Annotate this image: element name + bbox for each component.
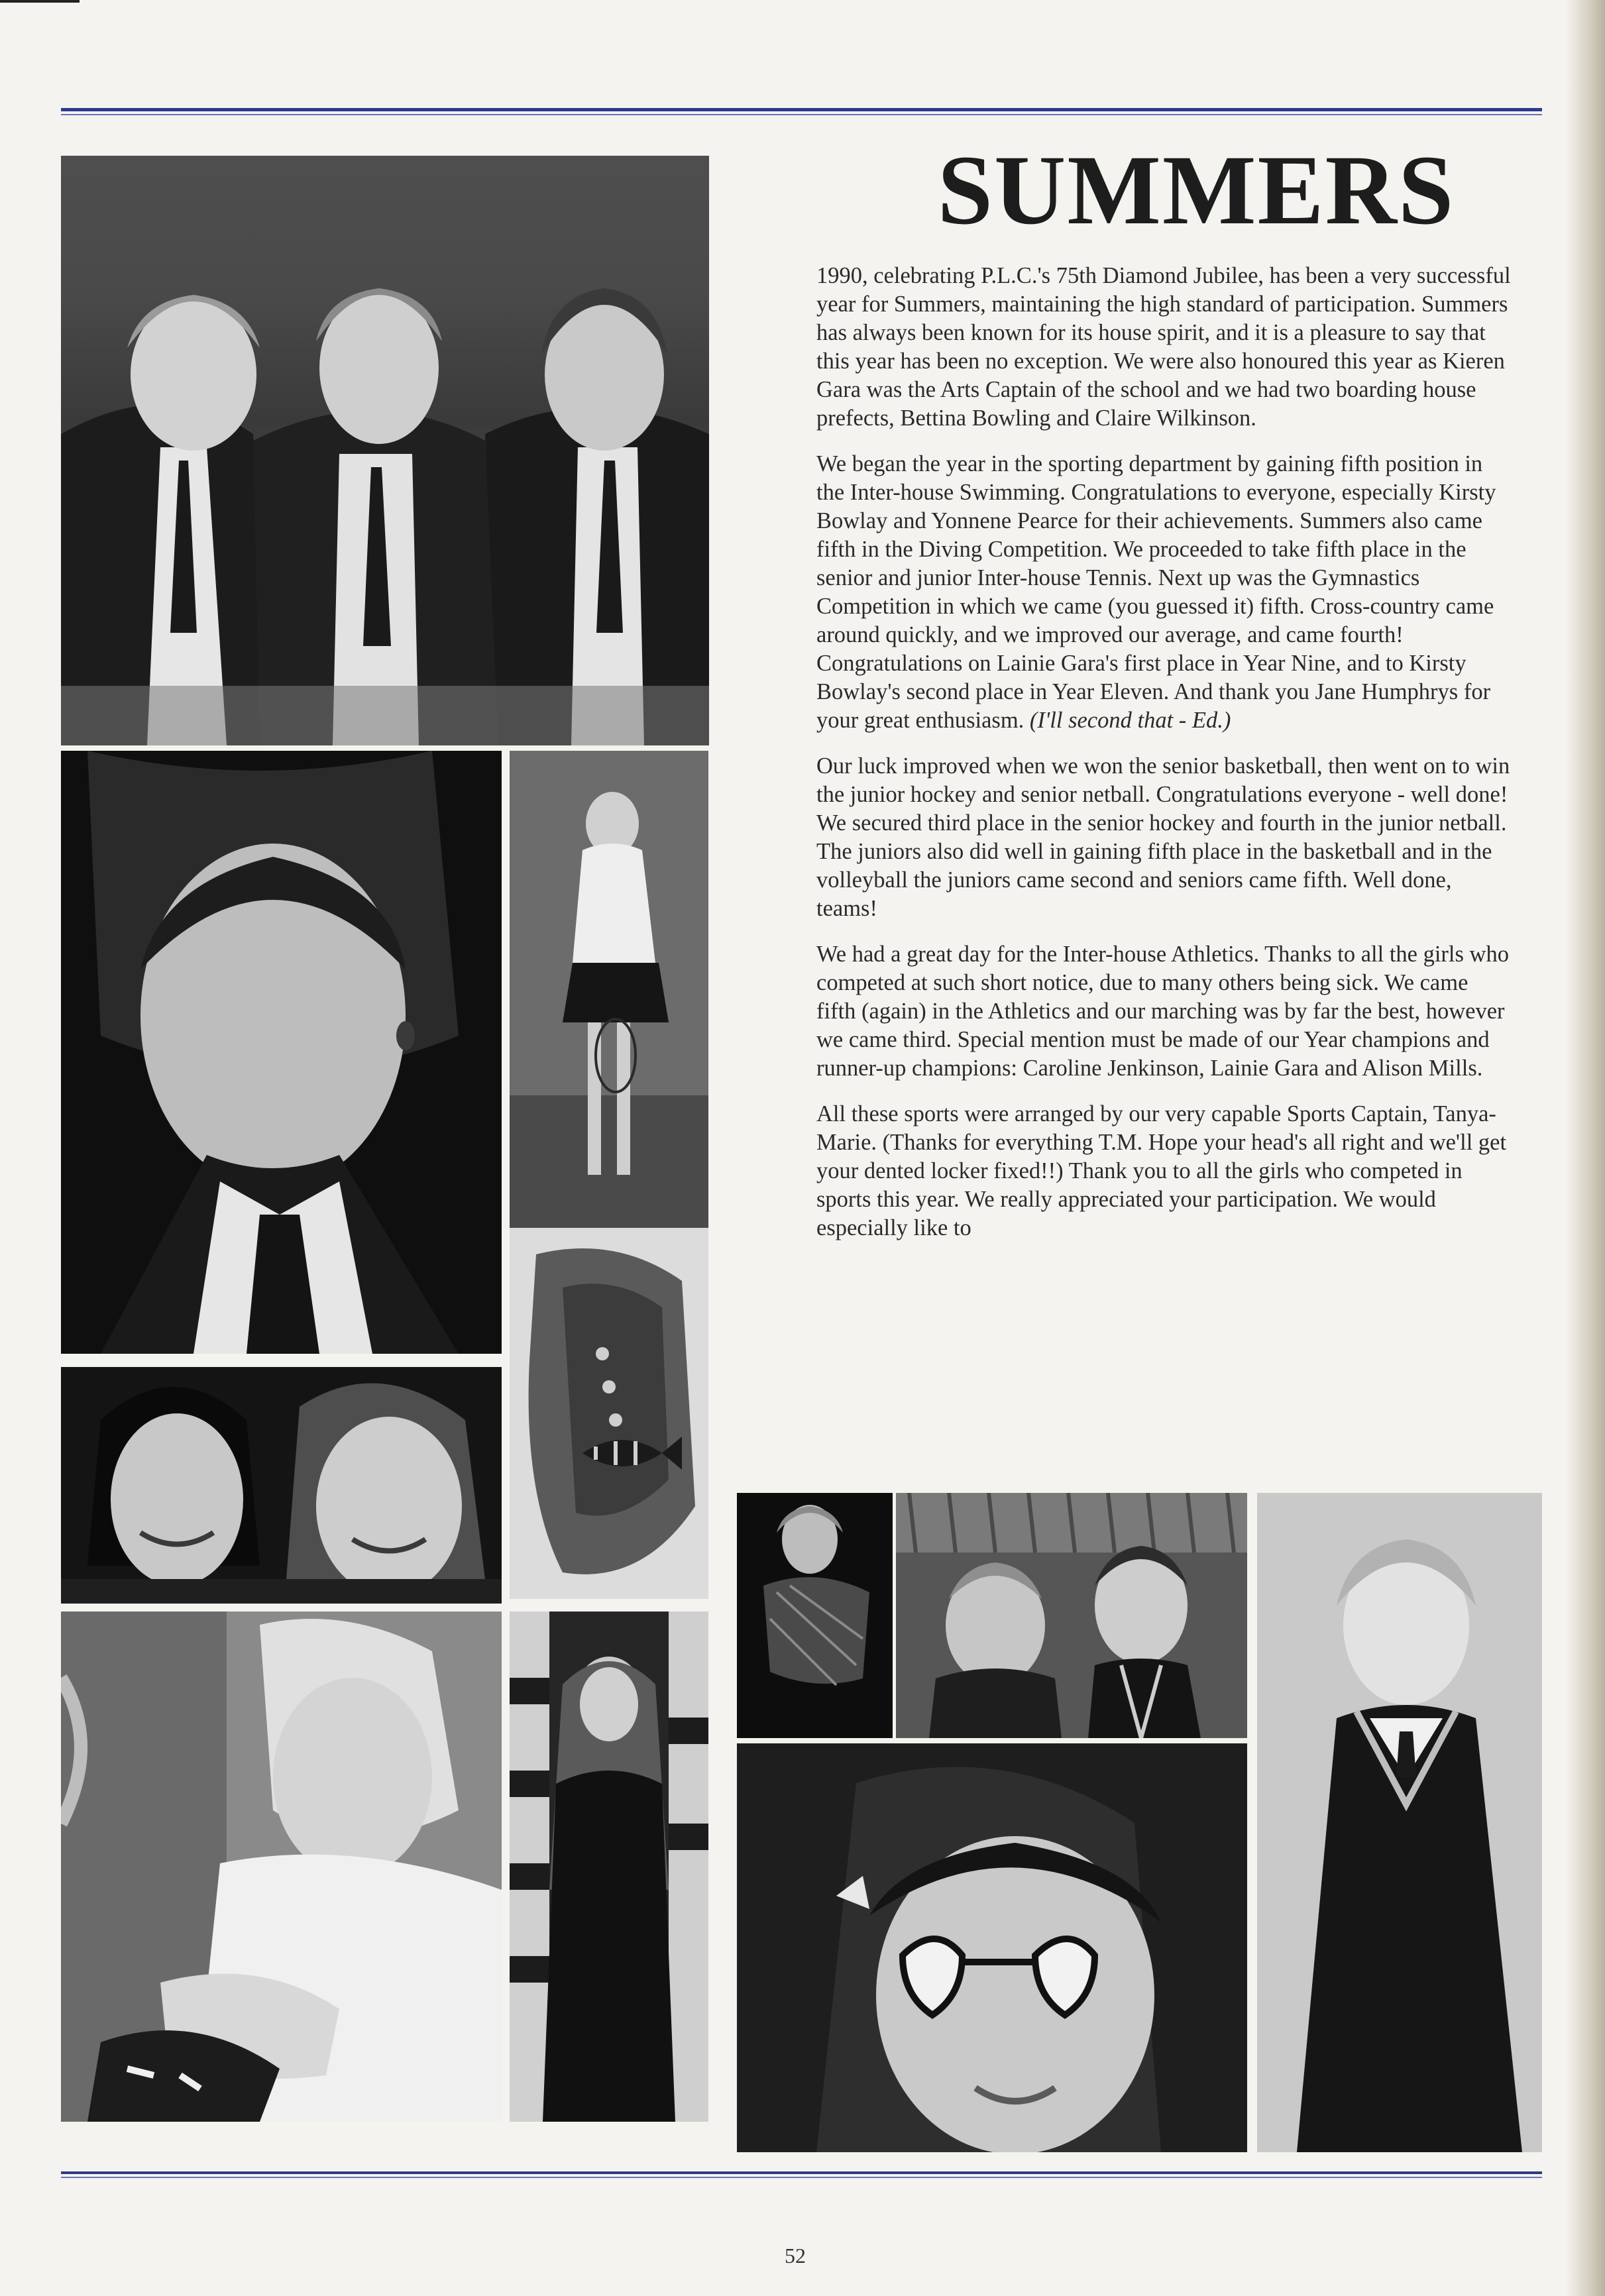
top-rule — [61, 108, 1542, 111]
photo-blonde-girl-with-cat — [61, 1612, 502, 2122]
photo-two-smiling-girls — [61, 1367, 502, 1604]
page-number: 52 — [785, 2244, 806, 2268]
photo-girl-by-wall — [510, 1612, 708, 2122]
article-paragraph-text: We began the year in the sporting department by gaining fifth position in the Inter-house Swimming. Congratulations to everyone, especially Kirsty Bowlay and Yonnene Pearce for their achievements. Summers also came fifth in the Diving Competition. We proceeded to take fifth place in the senior and junior Inter-house Tennis. Next up was the Gymnastics Competition in which we came (you guessed it) fifth. Cross-country came around quickly, and we improved our average, and came fourth! Congratulations on Lainie Gara's first place in Year Nine, and to Kirsty Bowlay's second place in Year Eleven. And thank you Jane Humphrys for your great enthusiasm. — [816, 451, 1496, 733]
top-rule-thin — [61, 114, 1542, 115]
photo-girl-in-heart-sunglasses — [737, 1743, 1247, 2152]
photo-two-girls-in-gym — [896, 1493, 1247, 1738]
article-body — [816, 262, 1512, 1260]
photo-decorated-sneaker — [510, 1228, 708, 1599]
article-paragraph: Our luck improved when we won the senior basketball, then went on to win the junior hockey and senior netball. Congratulations everyone - well done! We secured third place in the senior hockey and fourth in the junior netball. The juniors also did well in gaining fifth place in the basketball and in the volleyball the juniors came second and seniors came fifth. Well done, teams! — [816, 753, 1510, 921]
article-paragraph: 1990, celebrating P.L.C.'s 75th Diamond Jubilee, has been a very successful year for Summers, maintaining the high standard of participation. Summers has always been known for its house spirit, and it is a pleasure to say that this year has been no exception. We were also honoured this year as Kieren Gara was the Arts Captain of the school and we had two boarding house prefects, Bettina Bowling and Claire Wilkinson. — [816, 263, 1511, 431]
book-spine-shadow — [1565, 0, 1605, 2296]
photo-girl-with-tennis-racket — [510, 751, 708, 1228]
photo-girl-close-up — [61, 751, 502, 1354]
photo-three-girls-in-blazers — [61, 156, 709, 745]
page-title: SUMMERS — [937, 135, 1455, 245]
article-paragraph: We had a great day for the Inter-house Athletics. Thanks to all the girls who competed at such short notice, due to many others being sick. We came fifth (again) in the Athletics and our marching was by far the best, however we came third. Special mention must be made of our Year champions and runner-up champions: Caroline Jenkinson, Lainie Gara and Alison Mills. — [816, 942, 1509, 1081]
photo-girl-in-school-jumper — [1257, 1493, 1542, 2152]
article-paragraph: All these sports were arranged by our very capable Sports Captain, Tanya-Marie. (Thanks for everything T.M. Hope your head's all right and we'll get your dented locker fixed!!) Thank you to all the girls who competed in sports this year. We really appreciated your participation. We would especially like to — [816, 1101, 1507, 1240]
bottom-rule-thin — [61, 2177, 1542, 2178]
bottom-rule — [61, 2171, 1542, 2174]
article-paragraph — [816, 450, 1512, 735]
photo-girl-in-shawl — [737, 1493, 893, 1738]
corner-mark — [0, 0, 80, 3]
editor-note: (I'll second that - Ed.) — [1029, 708, 1231, 733]
